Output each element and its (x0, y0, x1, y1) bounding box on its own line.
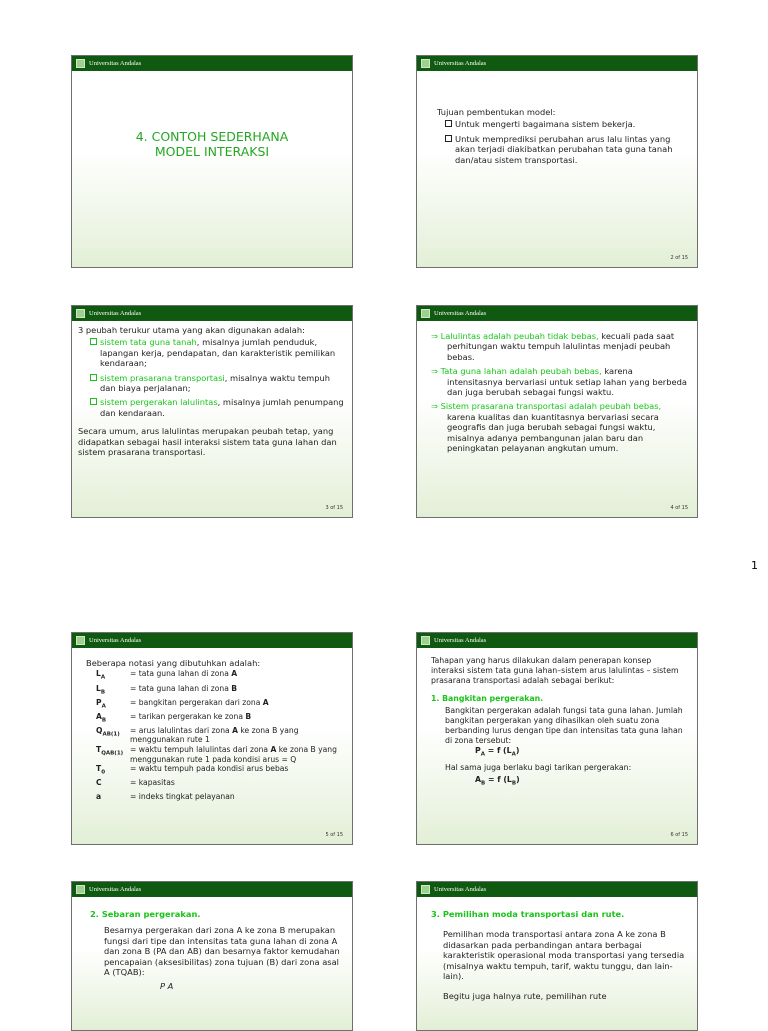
slide-header: Universitas Andalas (417, 306, 697, 321)
square-bullet-icon (445, 120, 452, 127)
slide-3: Universitas Andalas 3 peubah terukur utama yang akan digunakan adalah: sistem tata guna tanah, misalnya jumlah penduduk, lapangan kerja, pendapatan, dan karakteristik pemilikan kendaraan; sistem prasarana transportasi, misalnya waktu tempuh dan biaya perjalanan; sistem pergerakan lalulintas, misalnya jumlah penumpang dan kendaraan. Secara umum, arus lalulintas merupakan peubah tetap, yang didapatkan sebagai hasil interaksi sistem tata guna lahan dan sistem prasarana transportasi. 3 of 15 (71, 305, 353, 518)
notation-row (96, 792, 342, 806)
notation-row (96, 712, 342, 726)
university-logo-icon (421, 309, 430, 318)
notation-description: = tata guna lahan di zona B (130, 683, 238, 693)
notation-description: = indeks tingkat pelayanan (130, 792, 235, 802)
arrow-right-icon: ⇒ (431, 366, 441, 377)
notation-symbol: $L_A$ (96, 669, 106, 681)
notation-description: = arus lalulintas dari zona A ke zona B yang menggunakan rute 1 (130, 725, 299, 745)
notation-description: = tarikan pergerakan ke zona B (130, 711, 252, 721)
section-heading: 3. Pemilihan moda transportasi dan rute. (431, 909, 625, 919)
square-bullet-icon (90, 338, 97, 345)
slide-1 (71, 55, 353, 268)
notation-table (96, 669, 342, 806)
slide-header: Universitas Andalas (72, 56, 352, 71)
document-page-number: 1 (751, 559, 758, 572)
notation-description: = bangkitan pergerakan dari zona A (130, 697, 269, 707)
notation-description: = waktu tempuh pada kondisi arus bebas (130, 764, 289, 774)
notation-description: = tata guna lahan di zona A (130, 669, 238, 679)
university-logo-icon (76, 885, 85, 894)
notation-symbol: $A_B$ (96, 711, 107, 724)
slide-header: Universitas Andalas (72, 633, 352, 648)
university-logo-icon (421, 636, 430, 645)
square-bullet-icon (445, 135, 452, 142)
notation-symbol: C (96, 778, 102, 788)
formula: P A (160, 981, 174, 992)
notation-row (96, 745, 342, 764)
slide-header: Universitas Andalas (417, 882, 697, 897)
notation-row (96, 726, 342, 745)
intro-text: Beberapa notasi yang dibutuhkan adalah: (86, 658, 261, 668)
paragraph: Pemilihan moda transportasi antara zona A ke zona B didasarkan pada perbandingan antara berbagai karakteristik operasional moda transportasi yang tersedia (misalnya waktu tempuh, tarif, waktu tunggu, dan lain-lain). (443, 929, 685, 982)
section-heading: 1. Bangkitan pergerakan. (431, 694, 544, 703)
notation-description: = waktu tempuh lalulintas dari zona A ke zona B yang menggunakan rute 1 pada kondisi arus = Q (130, 745, 337, 764)
slide-page-number: 6 of 15 (670, 832, 688, 838)
slide-header: Universitas Andalas (417, 56, 697, 71)
notation-description: = kapasitas (130, 778, 175, 788)
notation-symbol: a (96, 792, 102, 802)
slide-2: Universitas Andalas Tujuan pembentukan model: Untuk mengerti bagaimana sistem bekerja. Untuk memprediksi perubahan arus lalu lintas yang akan terjadi diakibatkan perubahan tata guna tanah dan/atau sistem transportasi. 2 of 15 (416, 55, 698, 268)
paragraph: Secara umum, arus lalulintas merupakan peubah tetap, yang didapatkan sebagai hasil interaksi sistem tata guna lahan dan sistem prasarana transportasi. (78, 426, 337, 458)
paragraph: Begitu juga halnya rute, pemilihan rute (443, 991, 607, 1002)
formula: $P_A = f$ $(L_A)$ (475, 746, 520, 758)
notation-row (96, 669, 342, 683)
paragraph: Hal sama juga berlaku bagi tarikan pergerakan: (445, 762, 632, 772)
university-logo-icon (76, 636, 85, 645)
slide-4: Universitas Andalas ⇒ Lalulintas adalah peubah tidak bebas, kecuali pada saat perhitungan waktu tempuh lalulintas menjadi peubah bebas. ⇒ Tata guna lahan adalah peubah bebas, karena intensitasnya bervariasi untuk setiap lahan yang berbeda dan juga berubah sebagai fungsi waktu. ⇒ Sistem prasarana transportasi adalah peubah bebas, karena kualitas dan kuantitasnya bervariasi secara geografis dan juga berubah sebagai fungsi waktu, misalnya adanya pembangunan jalan baru dan peningkatan pelayanan angkutan umum. 4 of 15 (416, 305, 698, 518)
university-logo-icon (421, 59, 430, 68)
intro-text: 3 peubah terukur utama yang akan digunakan adalah: (78, 325, 305, 335)
notation-symbol: $Q_{AB(1)}$ (96, 725, 120, 738)
slide-7 (71, 881, 353, 1031)
slide-header: Universitas Andalas (417, 633, 697, 648)
slide-8 (416, 881, 698, 1031)
notation-symbol: $T_0$ (96, 764, 106, 776)
slide-header: Universitas Andalas (72, 306, 352, 321)
slide-page-number: 2 of 15 (670, 255, 688, 261)
paragraph: Bangkitan pergerakan adalah fungsi tata guna lahan. Jumlah bangkitan pergerakan yang dihasilkan oleh suatu zona berbanding lurus dengan tipe dan intensitas tata guna lahan di zona tersebut: (445, 706, 683, 745)
paragraph: Besarnya pergerakan dari zona A ke zona B merupakan fungsi dari tipe dan intensitas tata guna lahan di zona A dan zona B (PA dan AB) dan besarnya faktor kemudahan pencapaian (aksesibilitas) zona tujuan (B) dari zona asal A (TQAB): (104, 925, 340, 978)
slide-title: 4. CONTOH SEDERHANA MODEL INTERAKSI (135, 129, 289, 159)
notation-symbol: $T_{QAB(1)}$ (96, 745, 124, 757)
notation-row (96, 778, 342, 792)
section-heading: 2. Sebaran pergerakan. (90, 909, 201, 919)
university-logo-icon (76, 59, 85, 68)
notation-symbol: $L_B$ (96, 683, 106, 696)
slide-page-number: 5 of 15 (325, 832, 343, 838)
slide-6 (416, 632, 698, 845)
intro-text: Tujuan pembentukan model: (437, 107, 556, 117)
notation-symbol: $P_A$ (96, 697, 106, 710)
square-bullet-icon (90, 398, 97, 405)
slide-page-number: 3 of 15 (325, 505, 343, 511)
formula: $A_B = f$ $(L_B)$ (475, 774, 520, 787)
notation-row (96, 764, 342, 778)
notation-row (96, 684, 342, 698)
slide-5 (71, 632, 353, 845)
notation-row (96, 698, 342, 712)
slide-header: Universitas Andalas (72, 882, 352, 897)
slide-page-number: 4 of 15 (670, 505, 688, 511)
intro-text: Tahapan yang harus dilakukan dalam penerapan konsep interaksi sistem tata guna lahan–sistem arus lalulintas – sistem prasarana transportasi adalah sebagai berikut: (431, 656, 679, 685)
university-logo-icon (76, 309, 85, 318)
arrow-right-icon: ⇒ (431, 401, 441, 412)
square-bullet-icon (90, 374, 97, 381)
university-logo-icon (421, 885, 430, 894)
arrow-right-icon: ⇒ (431, 331, 441, 341)
